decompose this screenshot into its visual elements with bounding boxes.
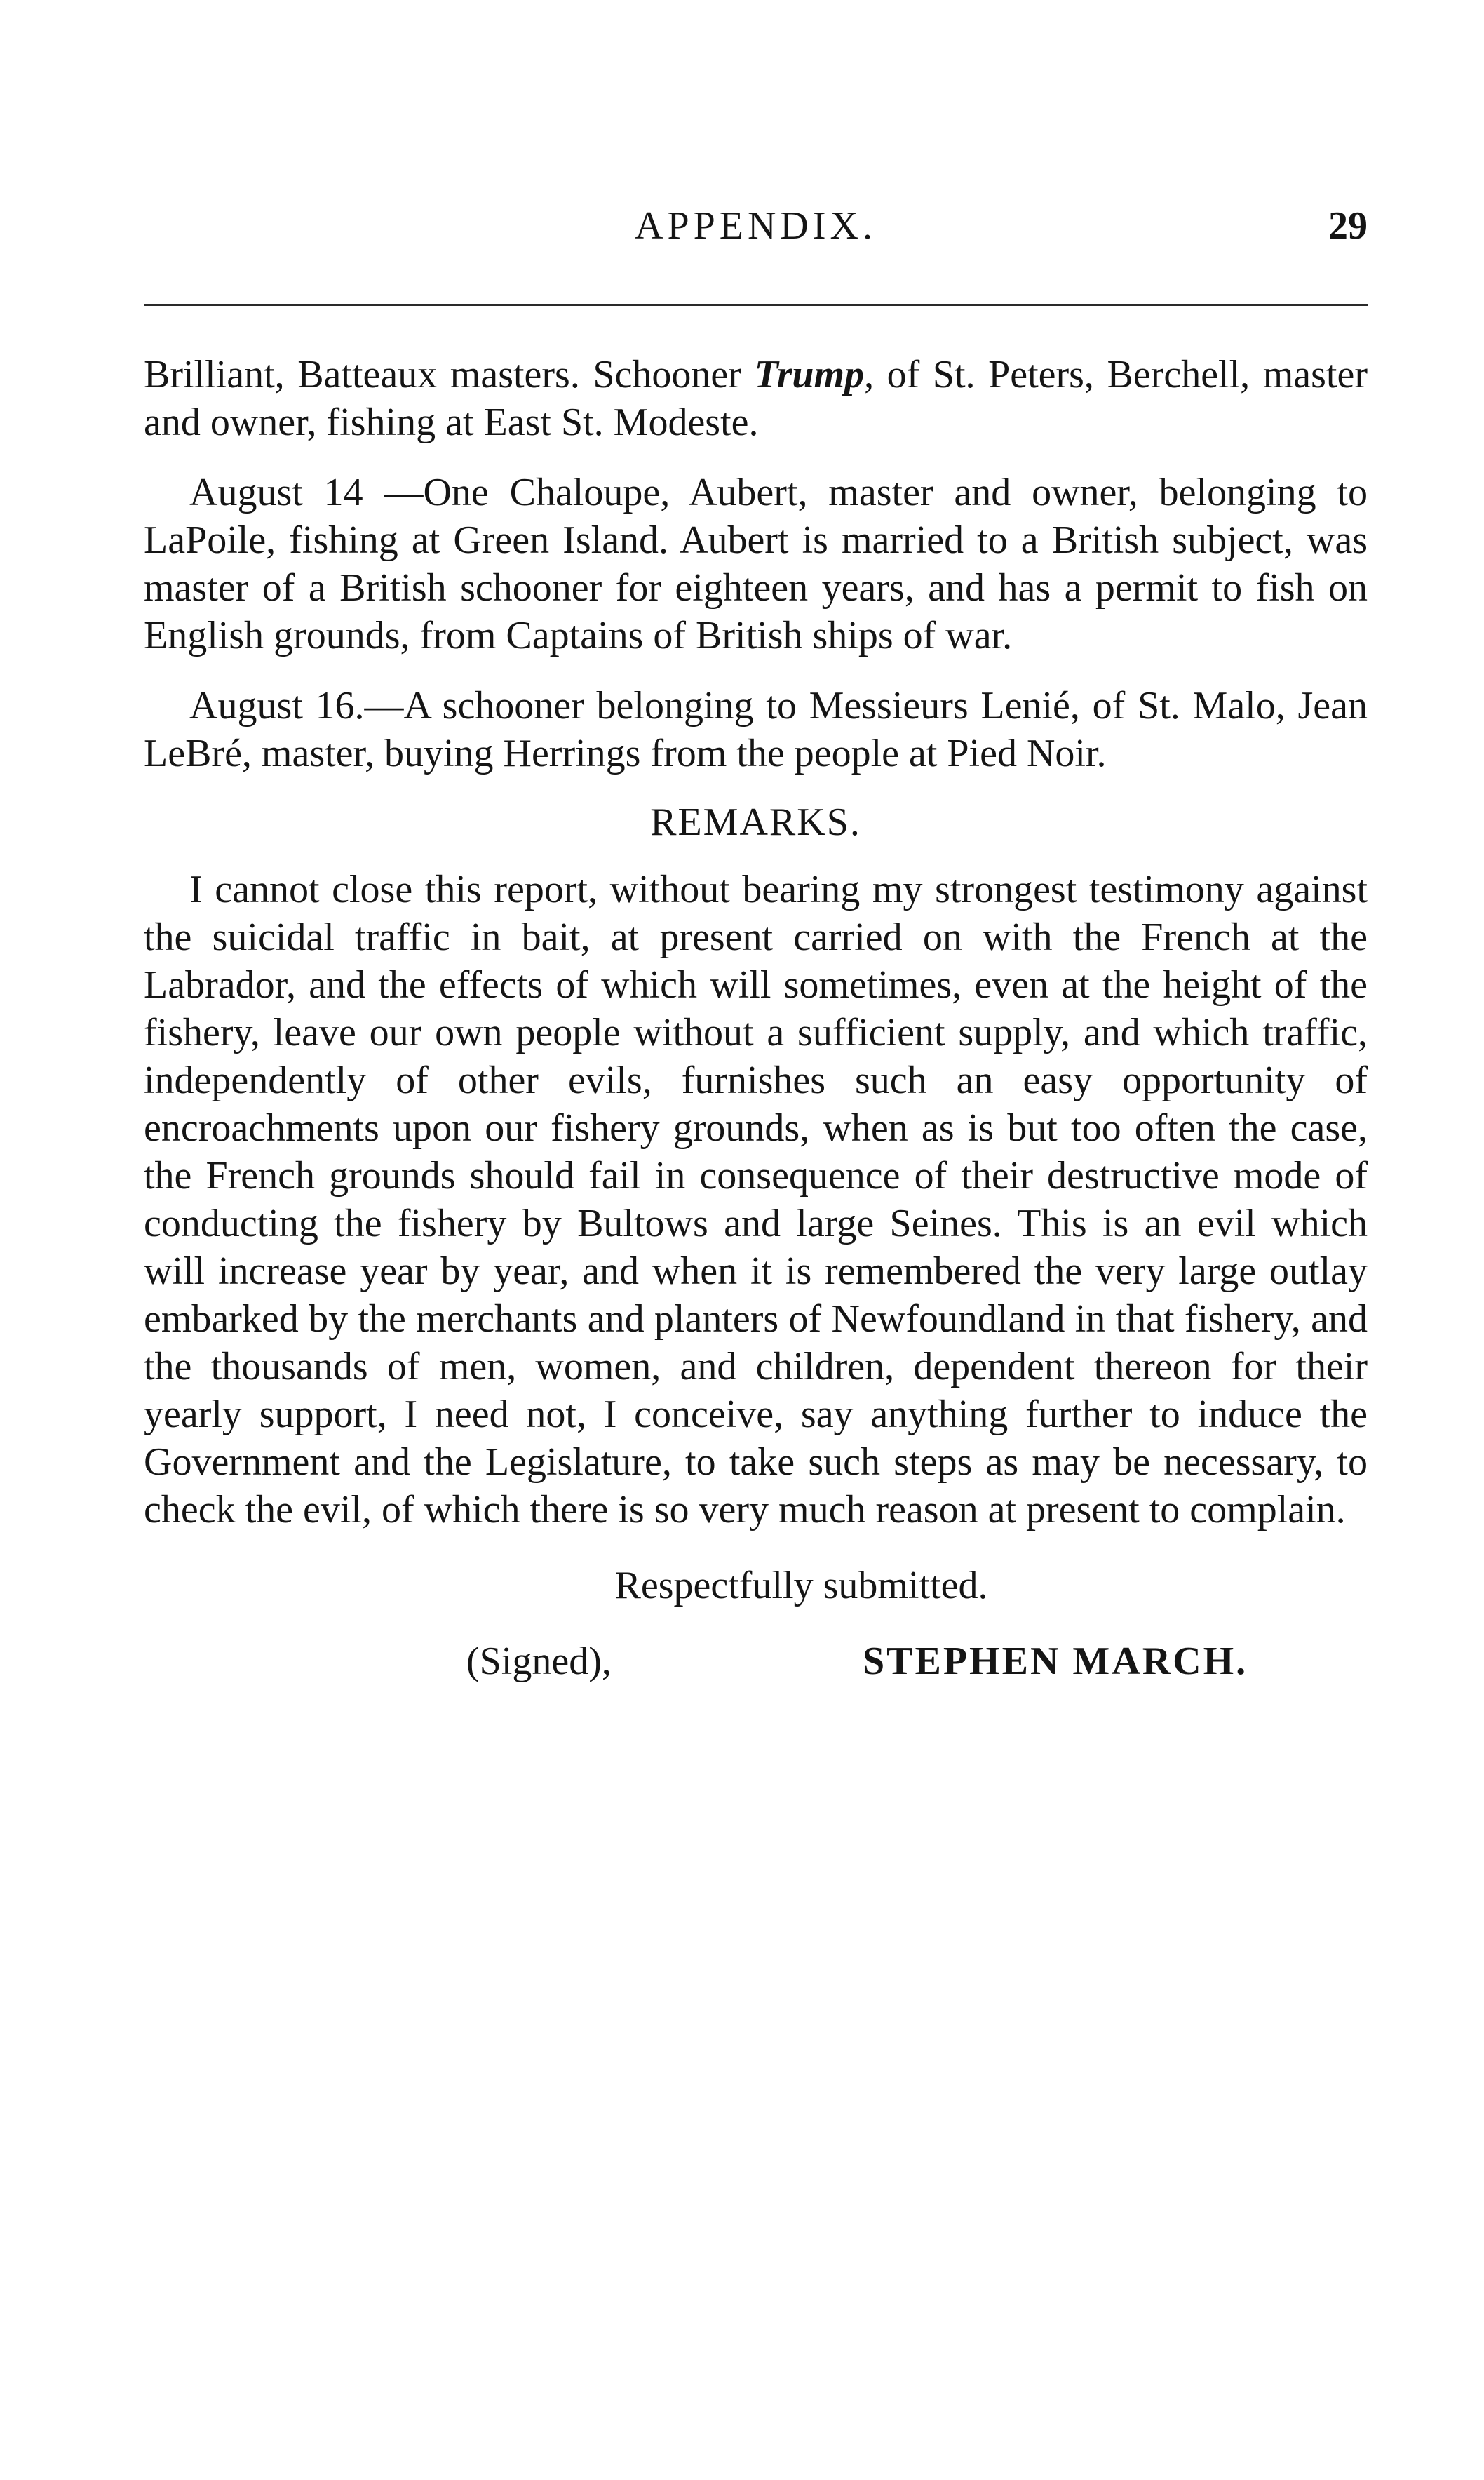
remarks-heading: REMARKS. — [650, 800, 861, 844]
closing-line: Respectfully submitted. — [614, 1564, 988, 1607]
body-text — [144, 351, 1368, 1694]
remarks-paragraph: I cannot close this report, without bearing my strongest testimony against the suicidal traffic in bait, at present carried on with the French at the Labrador, and the effects of which will sometimes, even at the height of the fishery, leave our own people without a sufficient supply, and which traffic, independently of other evils, furnishes such an easy opportunity of encroachments upon our fishery grounds, when as is but too often the case, the French grounds should fail in consequence of their destructive mode of conducting the fishery by Bultows and large Seines. This is an evil which will increase year by year, and when it is remembered the very large outlay embarked by the merchants and planters of Newfoundland in that fishery, and the thousands of men, women, and children, dependent thereon for their yearly support, I need not, I conceive, say anything further to induce the Government and the Legislature, to take such steps as may be necessary, to check the evil, of which there is so very much reason at present to complain. — [144, 868, 1368, 1531]
signature-line — [144, 1637, 1368, 1694]
page-header — [144, 198, 1368, 254]
signed-label: (Signed), — [466, 1640, 612, 1683]
signer-name: STEPHEN MARCH. — [863, 1640, 1248, 1683]
paragraph-text: , of St. Peters, Berchell, master and owner, fishing at East St. Modeste. — [144, 353, 1368, 444]
running-head: APPENDIX. — [635, 204, 877, 248]
header-rule — [144, 304, 1368, 306]
paragraph-brilliant — [144, 351, 1368, 446]
page-number: 29 — [1328, 204, 1368, 248]
vessel-name-italic: Trump — [754, 353, 865, 396]
paragraph-august-14: August 14 —One Chaloupe, Aubert, master and owner, belonging to LaPoile, fishing at Green Island. Aubert is married to a British subject, was master of a British schooner for eighteen years, and has a permit to fish on English grounds, from Captains of British ships of war. — [144, 471, 1368, 657]
paragraph-august-16: August 16.—A schooner belonging to Messieurs Lenié, of St. Malo, Jean LeBré, master, buying Herrings from the people at Pied Noir. — [144, 684, 1368, 775]
paragraph-text: Brilliant, Batteaux masters. Schooner — [144, 353, 755, 396]
